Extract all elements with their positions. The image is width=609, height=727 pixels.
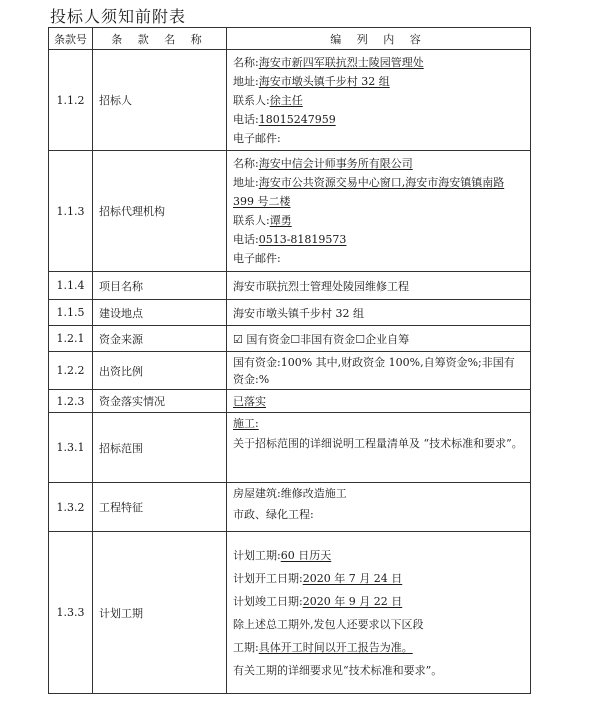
header-content: 编 列 内 容 (227, 28, 531, 50)
clause-name: 项目名称 (93, 272, 227, 300)
clause-content: 施工: 关于招标范围的详细说明工程量清单及 “技术标准和要求”。 (227, 413, 531, 483)
table-row (49, 483, 531, 532)
clause-content: 计划工期:60 日历天 计划开工日期:2020 年 7 月 24 日 计划竣工日期:2020 年 9 月 22 日 除上述总工期外,发包人还要求以下区段 工期:具体开工时间以开工报告为准。 有关工期的详细要求见“技术标准和要求”。 (227, 532, 531, 694)
clause-content: ☑ 国有资金☐非国有资金☐企业自筹 (227, 326, 531, 352)
clause-name: 招标人 (93, 50, 227, 151)
clause-name: 计划工期 (93, 532, 227, 694)
clause-no: 1.1.3 (49, 151, 93, 272)
table-row (49, 272, 531, 300)
table-row (49, 50, 531, 151)
clause-name: 建设地点 (93, 300, 227, 326)
clause-content: 房屋建筑:维修改造施工 市政、绿化工程: (227, 483, 531, 532)
clause-no: 1.3.2 (49, 483, 93, 532)
clause-name: 资金落实情况 (93, 390, 227, 413)
clause-name: 招标代理机构 (93, 151, 227, 272)
clause-content: 名称:海安市新四军联抗烈士陵园管理处 地址:海安市墩头镇千步村 32 组 联系人:徐主任 电话:18015247959 电子邮件: (227, 50, 531, 151)
clause-no: 1.3.1 (49, 413, 93, 483)
bidder-notice-table (48, 27, 531, 694)
table-row (49, 390, 531, 413)
clause-content: 国有资金:100% 其中,财政资金 100%,自筹资金%;非国有资金:% (227, 352, 531, 390)
table-row (49, 532, 531, 694)
clause-no: 1.1.2 (49, 50, 93, 151)
clause-content: 名称:海安中信会计师事务所有限公司 地址:海安市公共资源交易中心窗口,海安市海安镇镇南路 399 号二楼 联系人:谭勇 电话:0513-81819573 电子邮件: (227, 151, 531, 272)
clause-content: 海安市墩头镇千步村 32 组 (227, 300, 531, 326)
table-row (49, 413, 531, 483)
table-header-row (49, 28, 531, 50)
clause-content: 海安市联抗烈士管理处陵园维修工程 (227, 272, 531, 300)
clause-no: 1.2.2 (49, 352, 93, 390)
table-row (49, 352, 531, 390)
clause-name: 资金来源 (93, 326, 227, 352)
checked-box-icon: ☑ (233, 332, 243, 346)
clause-no: 1.2.1 (49, 326, 93, 352)
header-clause-no: 条款号 (49, 28, 93, 50)
table-row (49, 326, 531, 352)
clause-name: 招标范围 (93, 413, 227, 483)
clause-no: 1.2.3 (49, 390, 93, 413)
clause-name: 出资比例 (93, 352, 227, 390)
table-row (49, 300, 531, 326)
clause-content: 已落实 (227, 390, 531, 413)
page-title: 投标人须知前附表 (50, 7, 187, 26)
clause-no: 1.1.5 (49, 300, 93, 326)
clause-no: 1.3.3 (49, 532, 93, 694)
clause-name: 工程特征 (93, 483, 227, 532)
header-clause-name: 条 款 名 称 (93, 28, 227, 50)
clause-no: 1.1.4 (49, 272, 93, 300)
table-row (49, 151, 531, 272)
